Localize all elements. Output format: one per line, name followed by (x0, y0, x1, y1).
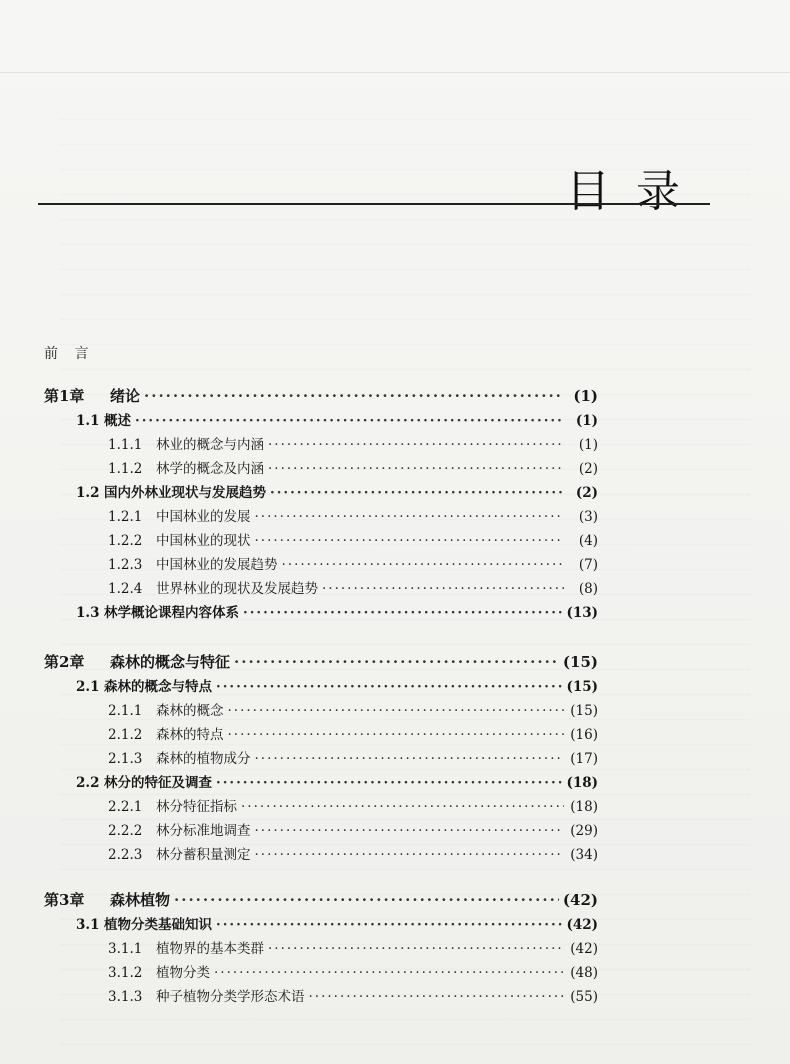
toc-number: 3.1.3 (108, 989, 143, 1005)
toc-page: (13) (566, 605, 598, 621)
toc-number: 3.1.2 (108, 965, 143, 981)
toc-chapter[interactable] (44, 385, 598, 407)
toc-leader (216, 917, 562, 933)
toc-number: 2.2.1 (108, 799, 143, 815)
toc-leader (322, 581, 564, 597)
toc-number: 1.2.4 (108, 581, 143, 597)
toc-page: (42) (570, 941, 598, 957)
toc-page: (42) (566, 917, 598, 933)
title-rule (38, 203, 710, 205)
toc-section[interactable] (76, 409, 598, 431)
toc-subsection[interactable] (108, 529, 598, 551)
toc-leader (241, 799, 564, 815)
toc-text: 森林的特点 (156, 727, 224, 743)
toc-number: 1.1 (76, 413, 100, 429)
toc-page: (1) (575, 413, 598, 429)
page-header-strip (0, 58, 790, 73)
toc-leader (255, 847, 565, 863)
toc-number: 第1章 (44, 387, 85, 405)
toc-number: 3.1.1 (108, 941, 143, 957)
toc-subsection[interactable] (108, 985, 598, 1007)
toc-subsection[interactable] (108, 577, 598, 599)
toc-text: 植物界的基本类群 (156, 941, 264, 957)
toc-number: 2.1 (76, 679, 100, 695)
toc-number: 1.3 (76, 605, 100, 621)
toc-page: (2) (578, 461, 598, 477)
toc-section[interactable] (76, 481, 598, 503)
toc-text: 林学概论课程内容体系 (104, 605, 239, 621)
toc-leader (174, 891, 559, 909)
toc-section[interactable] (76, 771, 598, 793)
toc-page: (4) (578, 533, 598, 549)
toc-text: 林分的特征及调查 (104, 775, 212, 791)
toc-subsection[interactable] (108, 819, 598, 841)
toc-leader (214, 965, 564, 981)
toc-page: (15) (566, 679, 598, 695)
toc-chapter[interactable] (44, 889, 598, 911)
toc-subsection[interactable] (108, 553, 598, 575)
toc-section[interactable] (76, 675, 598, 697)
toc-leader (216, 679, 562, 695)
toc-leader (255, 823, 565, 839)
toc-subsection[interactable] (108, 457, 598, 479)
toc-leader (309, 989, 565, 1005)
toc-subsection[interactable] (108, 699, 598, 721)
toc-text: 植物分类 (156, 965, 210, 981)
toc-leader (216, 775, 562, 791)
toc-leader (268, 941, 564, 957)
toc-text: 森林的植物成分 (156, 751, 251, 767)
toc-page: (1) (573, 387, 598, 405)
toc-leader (234, 653, 559, 671)
toc-page: (18) (570, 799, 598, 815)
toc-page: (2) (575, 485, 598, 501)
toc-subsection[interactable] (108, 961, 598, 983)
toc-leader (282, 557, 565, 573)
toc-leader (255, 509, 565, 525)
page-title: 目录 (566, 166, 706, 217)
toc-text: 林学的概念及内涵 (156, 461, 264, 477)
toc-page: (16) (570, 727, 598, 743)
toc-leader (228, 703, 565, 719)
toc-number: 2.1.1 (108, 703, 143, 719)
toc-number: 1.1.2 (108, 461, 143, 477)
toc-leader (243, 605, 562, 621)
toc-text: 世界林业的现状及发展趋势 (156, 581, 318, 597)
toc-leader (255, 751, 565, 767)
toc-page: (17) (570, 751, 598, 767)
toc-text: 林分特征指标 (156, 799, 237, 815)
toc-text: 森林的概念 (156, 703, 224, 719)
toc-leader (144, 387, 564, 405)
toc-page: (55) (570, 989, 598, 1005)
toc-number: 2.2 (76, 775, 100, 791)
preface-label: 前 言 (44, 346, 95, 362)
toc-leader (228, 727, 565, 743)
toc-page: (34) (570, 847, 598, 863)
toc-text: 中国林业的发展 (156, 509, 251, 525)
toc-page: (8) (578, 581, 598, 597)
toc-leader (255, 533, 565, 549)
toc-number: 1.2.2 (108, 533, 143, 549)
toc-number: 第2章 (44, 653, 85, 671)
toc-text: 国内外林业现状与发展趋势 (104, 485, 266, 501)
toc-subsection[interactable] (108, 795, 598, 817)
toc-text: 森林的概念与特征 (110, 653, 231, 671)
toc-page: (3) (578, 509, 598, 525)
toc-number: 第3章 (44, 891, 85, 909)
toc-page: (29) (570, 823, 598, 839)
toc-leader (268, 461, 564, 477)
toc-leader (270, 485, 564, 501)
toc-subsection[interactable] (108, 505, 598, 527)
toc-text: 林业的概念与内涵 (156, 437, 264, 453)
toc-chapter[interactable] (44, 651, 598, 673)
toc-page: (18) (566, 775, 598, 791)
toc-subsection[interactable] (108, 723, 598, 745)
toc-section[interactable] (76, 913, 598, 935)
toc-section[interactable] (76, 601, 598, 623)
toc-text: 森林的概念与特点 (104, 679, 212, 695)
toc-number: 3.1 (76, 917, 100, 933)
toc-text: 植物分类基础知识 (104, 917, 212, 933)
toc-subsection[interactable] (108, 747, 598, 769)
toc-subsection[interactable] (108, 843, 598, 865)
toc-text: 绪论 (110, 387, 141, 405)
toc-text: 种子植物分类学形态术语 (156, 989, 305, 1005)
toc-text: 林分标准地调查 (156, 823, 251, 839)
toc-text: 中国林业的现状 (156, 533, 251, 549)
toc-subsection[interactable] (108, 433, 598, 455)
toc-number: 1.1.1 (108, 437, 143, 453)
toc-number: 1.2.3 (108, 557, 143, 573)
toc-text: 林分蓄积量测定 (156, 847, 251, 863)
toc-text: 中国林业的发展趋势 (156, 557, 278, 573)
toc-leader (268, 437, 564, 453)
toc-number: 1.2 (76, 485, 100, 501)
toc-number: 2.1.2 (108, 727, 143, 743)
toc-number: 2.2.3 (108, 847, 143, 863)
toc-leader (135, 413, 564, 429)
toc-text: 概述 (104, 413, 131, 429)
toc-page: (15) (562, 653, 598, 671)
toc-number: 1.2.1 (108, 509, 143, 525)
toc-number: 2.1.3 (108, 751, 143, 767)
toc-number: 2.2.2 (108, 823, 143, 839)
toc-page: (1) (578, 437, 598, 453)
toc-page: (7) (578, 557, 598, 573)
toc-page: (42) (562, 891, 598, 909)
toc-page: (48) (570, 965, 598, 981)
toc-subsection[interactable] (108, 937, 598, 959)
toc-page: (15) (570, 703, 598, 719)
preface-entry[interactable] (44, 343, 94, 365)
toc-text: 森林植物 (110, 891, 171, 909)
